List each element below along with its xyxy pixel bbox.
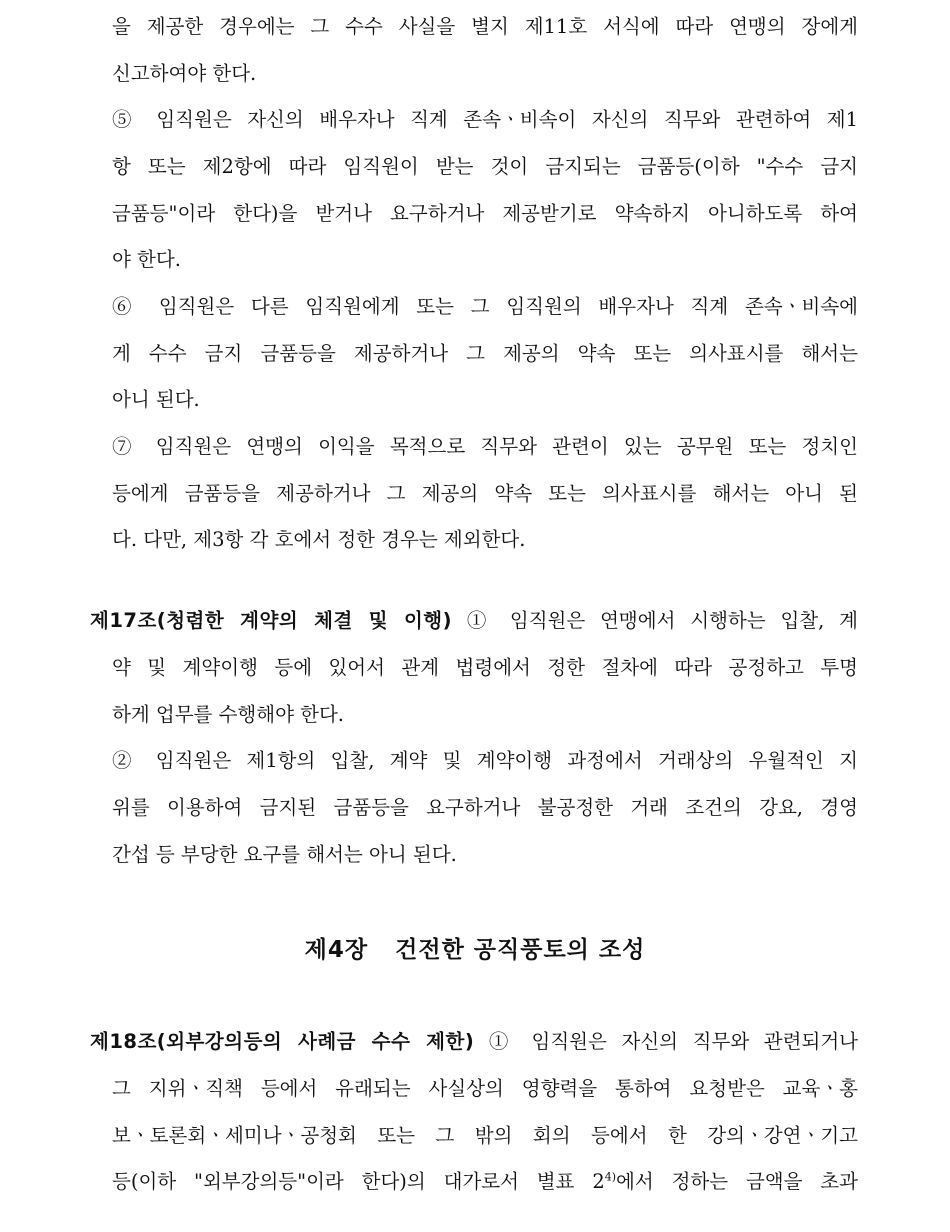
body-line: 그 지위ㆍ직책 등에서 유래되는 사실상의 영향력을 통하여 요청받은 교육ㆍ홍 — [112, 1077, 858, 1100]
body-line: 항 또는 제2항에 따라 임직원이 받는 것이 금지되는 금품등(이하 "수수 금지 — [112, 155, 858, 178]
body-line-with-footnote — [112, 1167, 858, 1197]
footnote-reference[interactable]: 4) — [604, 1170, 617, 1184]
body-line: 금품등"이라 한다)을 받거나 요구하거나 제공받기로 약속하지 아니하도록 하여 — [112, 202, 858, 225]
article-18-heading: 제18조(외부강의등의 사례금 수수 제한) — [90, 1030, 475, 1053]
article-17-clause-2-line: ② 임직원은 제1항의 입찰, 계약 및 계약이행 과정에서 거래상의 우월적인 지 — [112, 749, 858, 772]
body-line: 약 및 계약이행 등에 있어서 관계 법령에서 정한 절차에 따라 공정하고 투명 — [112, 656, 858, 679]
line-text: 에서 정하는 금액을 초과 — [616, 1170, 858, 1193]
body-line: 아니 된다. — [112, 388, 200, 411]
body-line: 야 한다. — [112, 248, 181, 271]
body-line: 간섭 등 부당한 요구를 해서는 아니 된다. — [112, 843, 457, 866]
body-line: 다. 다만, 제3항 각 호에서 정한 경우는 제외한다. — [112, 528, 526, 551]
body-line: 등에게 금품등을 제공하거나 그 제공의 약속 또는 의사표시를 해서는 아니 된 — [112, 482, 858, 505]
body-line: 하게 업무를 수행해야 한다. — [112, 703, 345, 726]
article-17-heading: 제17조(청렴한 계약의 체결 및 이행) — [90, 609, 453, 632]
line-text: 등(이하 "외부강의등"이라 한다)의 대가로서 별표 2 — [112, 1170, 605, 1193]
article-18-clause-1-start: ① 임직원은 자신의 직무와 관련되거나 — [488, 1030, 858, 1053]
body-line: 보ㆍ토론회ㆍ세미나ㆍ공청회 또는 그 밖의 회의 등에서 한 강의ㆍ강연ㆍ기고 — [112, 1124, 858, 1147]
body-line: 위를 이용하여 금지된 금품등을 요구하거나 불공정한 거래 조건의 강요, 경영 — [112, 796, 858, 819]
chapter-title: 제4장 건전한 공직풍토의 조성 — [304, 937, 646, 963]
article-17-clause-1-start: ① 임직원은 연맹에서 시행하는 입찰, 계 — [466, 609, 858, 632]
clause-7-line: ⑦ 임직원은 연맹의 이익을 목적으로 직무와 관련이 있는 공무원 또는 정치인 — [112, 435, 858, 458]
article-17-first-line — [90, 606, 858, 636]
clause-5-line: ⑤ 임직원은 자신의 배우자나 직계 존속ㆍ비속이 자신의 직무와 관련하여 제1 — [112, 108, 858, 131]
clause-6-line: ⑥ 임직원은 다른 임직원에게 또는 그 임직원의 배우자나 직계 존속ㆍ비속에 — [112, 295, 858, 318]
body-line: 게 수수 금지 금품등을 제공하거나 그 제공의 약속 또는 의사표시를 해서는 — [112, 342, 858, 365]
body-line: 신고하여야 한다. — [112, 62, 257, 85]
article-18-first-line — [90, 1027, 858, 1057]
body-line: 을 제공한 경우에는 그 수수 사실을 별지 제11호 서식에 따라 연맹의 장에게 — [112, 15, 858, 38]
